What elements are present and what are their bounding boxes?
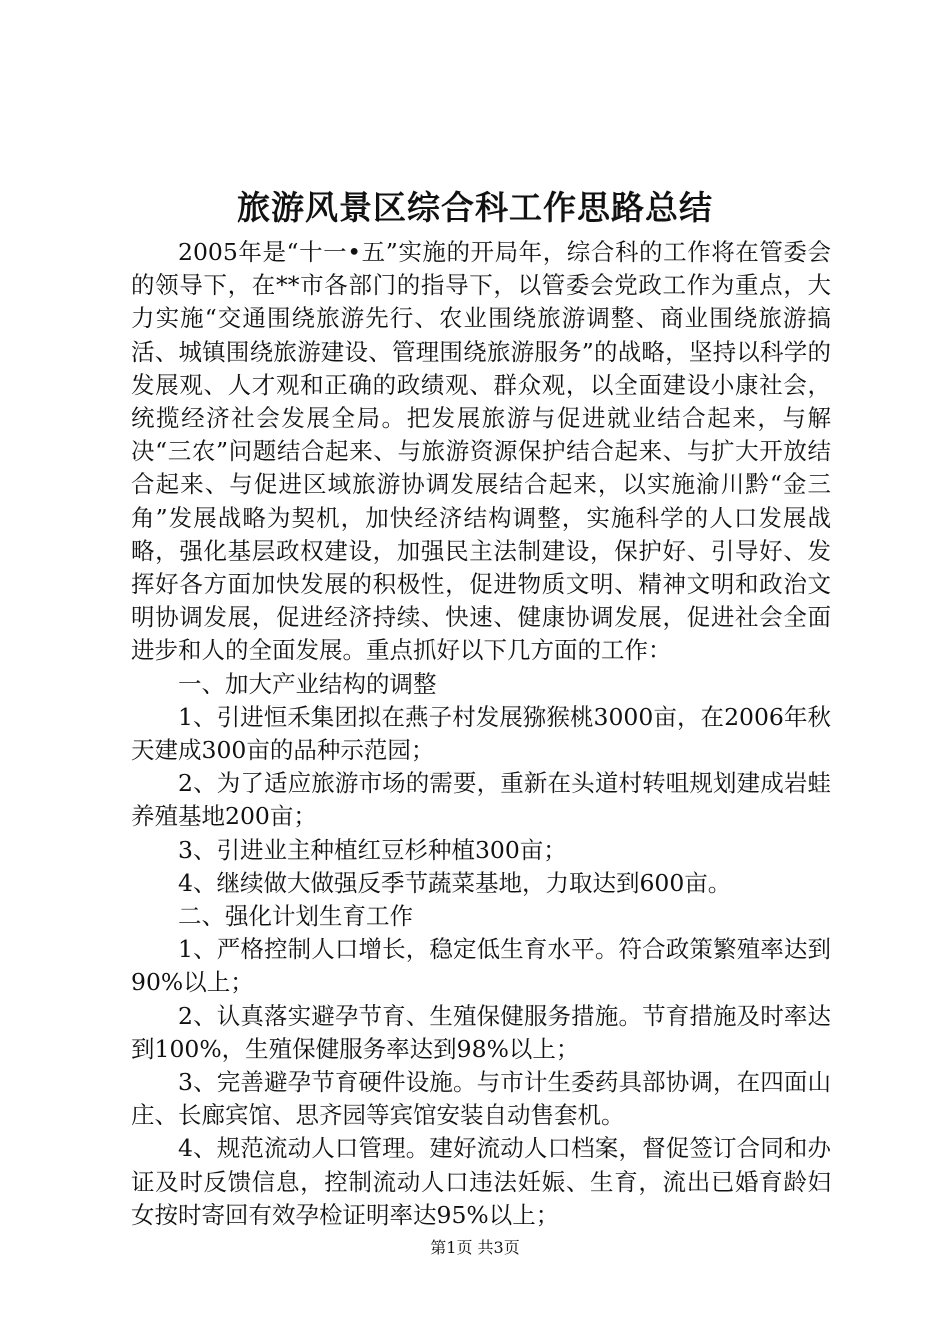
intro-paragraph: 2005年是“十一•五”实施的开局年，综合科的工作将在管委会的领导下，在**市各部门的指导下，以管委会党政工作为重点，大力实施“交通围绕旅游先行、农业围绕旅游调整、商业围绕旅游搞活、城镇围绕旅游建设、管理围绕旅游服务”的战略，坚持以科学的发展观、人才观和正确的政绩观、群众观，以全面建设小康社会，统揽经济社会发展全局。把发展旅游与促进就业结合起来，与解决“三农”问题结合起来、与旅游资源保护结合起来、与扩大开放结合起来、与促进区域旅游协调发展结合起来，以实施渝川黔“金三角”发展战略为契机，加快经济结构调整，实施科学的人口发展战略，强化基层政权建设，加强民主法制建设，保护好、引导好、发挥好各方面加快发展的积极性，促进物质文明、精神文明和政治文明协调发展，促进经济持续、快速、健康协调发展，促进社会全面进步和人的全面发展。重点抓好以下几方面的工作： [131,238,831,665]
list-item: 4、继续做大做强反季节蔬菜基地，力取达到600亩。 [178,868,732,897]
document-body [131,236,831,1232]
list-item: 3、完善避孕节育硬件设施。与市计生委药具部协调，在四面山庄、长廊宾馆、思齐园等宾馆安装自动售套机。 [131,1068,831,1130]
list-item: 2、认真落实避孕节育、生殖保健服务措施。节育措施及时率达到100%，生殖保健服务率达到98%以上； [131,1001,831,1063]
page-footer: 第1页 共3页 [430,1238,520,1257]
list-item: 4、规范流动人口管理。建好流动人口档案，督促签订合同和办证及时反馈信息，控制流动人口违法妊娠、生育，流出已婚育龄妇女按时寄回有效孕检证明率达95%以上； [131,1134,831,1229]
document-title: 旅游风景区综合科工作思路总结 [237,188,713,227]
list-item: 2、为了适应旅游市场的需要，重新在头道村转咀规划建成岩蛙养殖基地200亩； [131,769,831,831]
list-item: 1、严格控制人口增长，稳定低生育水平。符合政策繁殖率达到90%以上； [131,935,831,997]
section-heading-industry: 一、加大产业结构的调整 [178,669,437,698]
list-item: 1、引进恒禾集团拟在燕子村发展猕猴桃3000亩，在2006年秋天建成300亩的品种示范园； [131,702,831,765]
section-heading-family-planning: 二、强化计划生育工作 [178,902,413,931]
list-item: 3、引进业主种植红豆杉种植300亩； [178,835,567,864]
